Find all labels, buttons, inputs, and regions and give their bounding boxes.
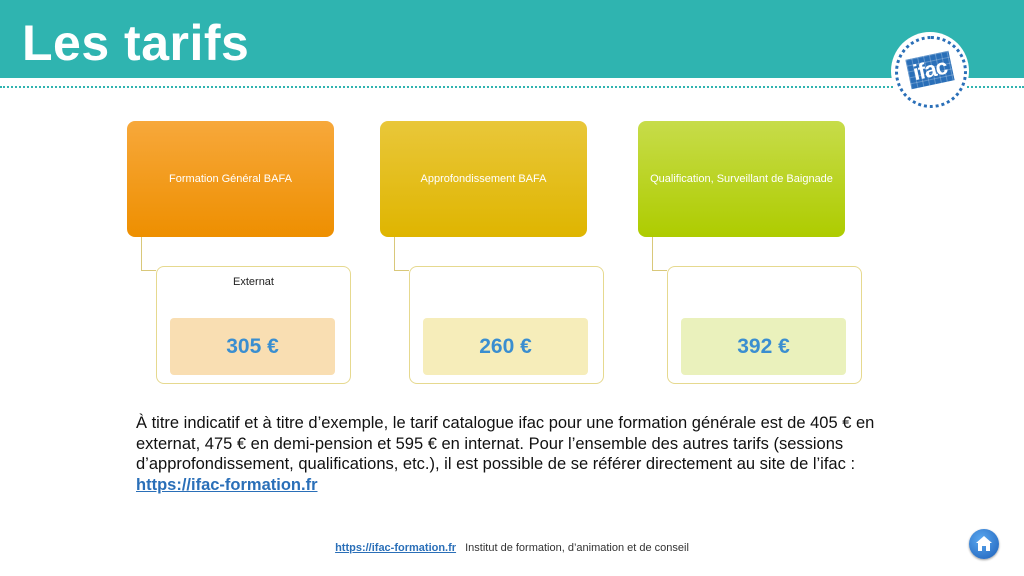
- home-button[interactable]: [969, 529, 999, 559]
- home-icon: [969, 529, 999, 559]
- price-card-bafa-general: [156, 266, 351, 384]
- category-label: Qualification, Surveillant de Baignade: [650, 173, 833, 185]
- price-value: 305 €: [170, 318, 335, 375]
- body-text: À titre indicatif et à titre d’exemple, le tarif catalogue ifac pour une formation générale est de 405 € en externat, 475 € en demi-pension et 595 € en internat. Pour l’ensemble des autres tarifs (sessions d’approfondissement, qualifications, etc.), il est possible de se référer directement au site de l’ifac :: [136, 414, 875, 473]
- price-value: 392 €: [681, 318, 846, 375]
- header-dotted-divider: [0, 86, 1024, 88]
- footer-tagline: Institut de formation, d’animation et de conseil: [465, 542, 689, 554]
- category-box-approfondissement: [380, 121, 587, 237]
- connector-line: [652, 237, 667, 271]
- price-card-approfondissement: [409, 266, 604, 384]
- price-value: 260 €: [423, 318, 588, 375]
- logo-mark: ifac: [905, 51, 954, 89]
- ifac-logo: [892, 33, 968, 109]
- category-label: Approfondissement BAFA: [420, 173, 547, 185]
- website-link[interactable]: https://ifac-formation.fr: [136, 475, 318, 494]
- connector-line: [141, 237, 156, 271]
- category-label: Formation Général BAFA: [169, 173, 292, 185]
- price-card-qualification: [667, 266, 862, 384]
- connector-line: [394, 237, 409, 271]
- footer: [0, 542, 1024, 554]
- body-paragraph: [136, 413, 926, 495]
- footer-website-link[interactable]: https://ifac-formation.fr: [335, 542, 457, 554]
- category-box-qualification: [638, 121, 845, 237]
- price-card-label: Externat: [233, 276, 274, 288]
- page-title: Les tarifs: [22, 15, 250, 71]
- category-box-bafa-general: [127, 121, 334, 237]
